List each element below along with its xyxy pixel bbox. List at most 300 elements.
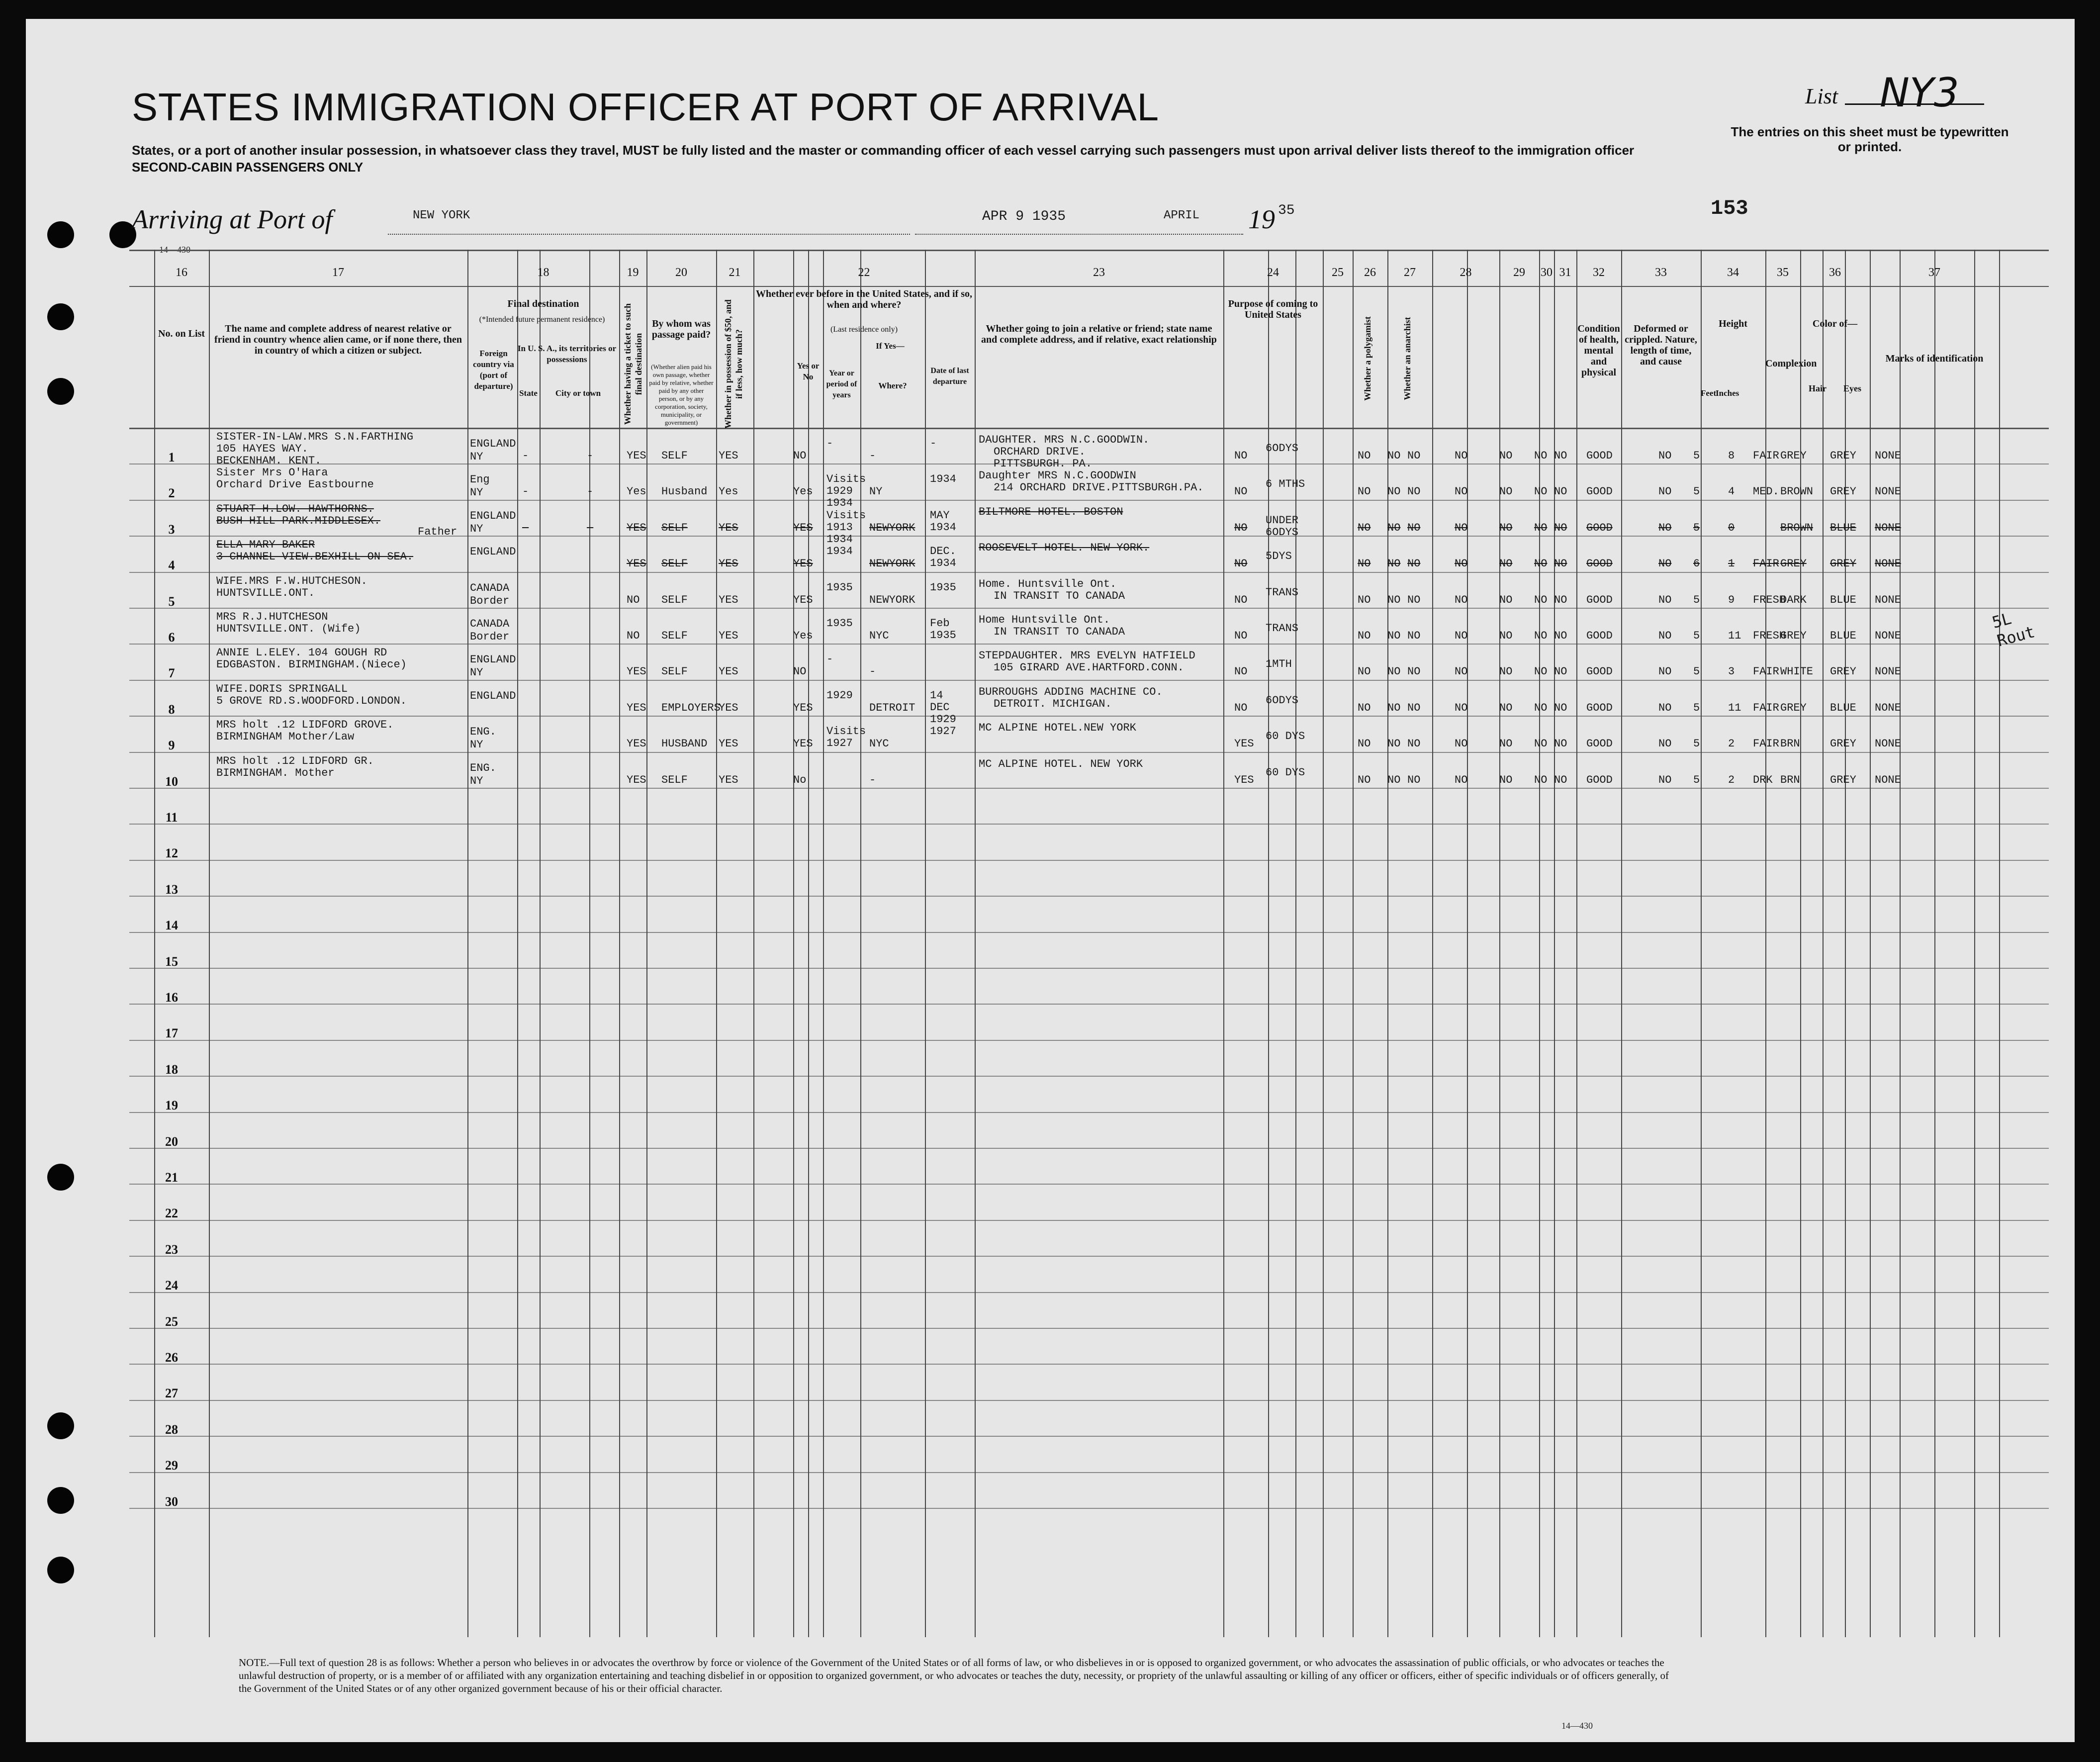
- year-suffix: 35: [1278, 203, 1295, 218]
- year-visited: 1935: [826, 617, 853, 630]
- complexion: FAIR: [1753, 701, 1779, 714]
- polygamist: NO: [1387, 738, 1401, 750]
- column-number: 22: [858, 266, 870, 279]
- where: NY: [869, 485, 883, 498]
- year-visited: 1929: [826, 689, 853, 702]
- ever-before: YES: [793, 593, 813, 606]
- height-inches: 2: [1728, 738, 1735, 750]
- q31: NO: [1554, 630, 1567, 642]
- health: GOOD: [1586, 485, 1613, 498]
- column-rule: [1323, 250, 1324, 1637]
- row-number: 8: [168, 702, 175, 717]
- relative-address: 5 GROVE RD.S.WOODFORD.LONDON.: [216, 694, 407, 707]
- relative-address: HUNTSVILLE.ONT.: [216, 586, 315, 599]
- deformed: NO: [1658, 593, 1672, 606]
- anarchist: NO: [1407, 738, 1421, 750]
- purpose: YES: [1234, 738, 1254, 750]
- has-fifty: YES: [719, 593, 738, 606]
- foreign-country: NY: [470, 739, 483, 751]
- row-rule: [129, 1256, 2049, 1257]
- last-departure: 14 DEC 1929: [930, 689, 956, 726]
- row-number: 27: [165, 1386, 178, 1401]
- q29: NO: [1499, 557, 1513, 570]
- joining-relative: MC ALPINE HOTEL. NEW YORK: [979, 757, 1143, 770]
- foreign-country: NY: [470, 666, 483, 679]
- paid-by: SELF: [661, 630, 688, 642]
- height-inches: 4: [1728, 485, 1735, 498]
- last-departure: Feb 1935: [930, 617, 956, 642]
- identification-marks: NONE: [1875, 665, 1901, 678]
- q31: NO: [1554, 593, 1567, 606]
- health: GOOD: [1586, 630, 1613, 642]
- column-heading: By whom was passage paid?: [651, 318, 711, 340]
- polygamist: NO: [1387, 557, 1401, 570]
- deformed: NO: [1658, 701, 1672, 714]
- height-feet: 5: [1693, 450, 1700, 462]
- height-feet: 5: [1693, 593, 1700, 606]
- year-visited: -: [826, 653, 833, 666]
- deformed: NO: [1658, 630, 1672, 642]
- complexion: DRK: [1753, 773, 1773, 786]
- purpose: NO: [1234, 521, 1248, 534]
- q29: NO: [1499, 450, 1513, 462]
- foreign-country: CANADA: [470, 618, 510, 630]
- q31: NO: [1554, 557, 1567, 570]
- column-number: 29: [1513, 266, 1525, 279]
- complexion: FAIR: [1753, 557, 1779, 570]
- intended-stay: UNDER 6ODYS: [1266, 514, 1299, 539]
- polygamist: NO: [1387, 773, 1401, 786]
- row-number: 18: [165, 1062, 178, 1077]
- column-rule: [925, 250, 926, 1637]
- foreign-country: NY: [470, 774, 483, 787]
- binder-hole: [47, 303, 74, 330]
- header-bottom-rule: [129, 428, 2049, 429]
- relative-address: Orchard Drive Eastbourne: [216, 478, 374, 491]
- joining-relative: IN TRANSIT TO CANADA: [994, 626, 1125, 638]
- row-number: 2: [168, 486, 175, 501]
- purpose: YES: [1234, 773, 1254, 786]
- foreign-country: NY: [470, 451, 483, 463]
- row-rule: [129, 1400, 2049, 1401]
- health: GOOD: [1586, 450, 1613, 462]
- q25: NO: [1358, 773, 1371, 786]
- purpose: NO: [1234, 485, 1248, 498]
- height-feet: 5: [1693, 485, 1700, 498]
- where: NEWYORK: [869, 593, 915, 606]
- height-feet: 6: [1693, 557, 1700, 570]
- row-number: 6: [168, 630, 175, 645]
- state: -: [522, 450, 529, 462]
- row-rule: [129, 1508, 2049, 1509]
- ticket: YES: [627, 521, 646, 534]
- ever-before: YES: [793, 738, 813, 750]
- q31: NO: [1554, 485, 1567, 498]
- has-fifty: YES: [719, 665, 738, 678]
- foreign-country: ENGLAND: [470, 438, 516, 450]
- row-rule: [129, 824, 2049, 825]
- row-number: 22: [165, 1206, 178, 1221]
- eye-color: GREY: [1830, 773, 1856, 786]
- eye-color: BLUE: [1830, 701, 1856, 714]
- eye-color: GREY: [1830, 450, 1856, 462]
- height-feet: 5: [1693, 665, 1700, 678]
- row-number: 16: [165, 990, 178, 1005]
- row-number: 20: [165, 1134, 178, 1149]
- list-underline: [1845, 103, 1984, 105]
- binder-hole: [47, 1164, 74, 1191]
- joining-relative: DETROIT. MICHIGAN.: [994, 697, 1112, 710]
- date-last-head: Date of last departure: [930, 367, 969, 386]
- last-departure: DEC. 1934: [930, 545, 956, 570]
- q28: NO: [1455, 665, 1468, 678]
- row-rule: [129, 1328, 2049, 1329]
- q30: NO: [1534, 773, 1548, 786]
- feet-head: Feet: [1701, 388, 1717, 398]
- row-rule: [129, 1076, 2049, 1077]
- row-rule: [129, 1292, 2049, 1293]
- column-rule: [1621, 250, 1622, 1637]
- column-number: 20: [675, 266, 687, 279]
- column-number: 21: [729, 266, 741, 279]
- joining-relative: DAUGHTER. MRS N.C.GOODWIN.: [979, 434, 1150, 446]
- column-number: 27: [1404, 266, 1416, 279]
- eye-color: GREY: [1830, 738, 1856, 750]
- year-visited: 1934: [826, 545, 853, 558]
- where-head: Where?: [878, 381, 907, 390]
- foreign-country: ENGLAND: [470, 689, 516, 702]
- column-rule: [1823, 250, 1824, 1637]
- q31: NO: [1554, 773, 1567, 786]
- last-departure: 1927: [930, 725, 956, 738]
- joining-relative: Home. Huntsville Ont.: [979, 577, 1117, 590]
- q25: NO: [1358, 521, 1371, 534]
- hair-head: Hair: [1809, 383, 1826, 393]
- row-number: 1: [168, 450, 175, 464]
- where: -: [869, 773, 876, 786]
- q30: NO: [1534, 450, 1548, 462]
- q29: NO: [1499, 701, 1513, 714]
- has-fifty: Yes: [719, 485, 738, 498]
- row-number: 3: [168, 522, 175, 537]
- row-number: 19: [165, 1098, 178, 1113]
- q29: NO: [1499, 665, 1513, 678]
- column-number: 35: [1777, 266, 1789, 279]
- q30: NO: [1534, 701, 1548, 714]
- state: -: [522, 485, 529, 498]
- foreign-country: Eng: [470, 473, 490, 486]
- ever-before: YES: [793, 521, 813, 534]
- row-rule: [129, 1472, 2049, 1473]
- row-rule: [129, 1184, 2049, 1185]
- ever-before: NO: [793, 450, 807, 462]
- row-rule: [129, 1040, 2049, 1041]
- column-heading-rotated: Whether in possession of $50, and if less, how much?: [723, 299, 744, 429]
- q31: NO: [1554, 450, 1567, 462]
- ticket: NO: [627, 630, 640, 642]
- complexion: FAIR: [1753, 450, 1779, 462]
- has-fifty: YES: [719, 738, 738, 750]
- foreign-country: Border: [470, 631, 510, 643]
- ticket: YES: [627, 701, 646, 714]
- relative-address: HUNTSVILLE.ONT. (Wife): [216, 623, 361, 635]
- joining-relative: ORCHARD DRIVE.: [994, 446, 1086, 458]
- row-number: 13: [165, 882, 178, 897]
- paid-by: SELF: [661, 450, 688, 462]
- state-head: State: [519, 388, 538, 398]
- height-inches: 1: [1728, 557, 1735, 570]
- identification-marks: NONE: [1875, 773, 1901, 786]
- deformed: NO: [1658, 773, 1672, 786]
- last-departure: 1934: [930, 473, 956, 486]
- relative-address: BUSH HILL PARK.MIDDLESEX.: [216, 514, 381, 527]
- q28: NO: [1455, 738, 1468, 750]
- list-number: NY3: [1880, 70, 1959, 116]
- q28: NO: [1455, 485, 1468, 498]
- q29: NO: [1499, 630, 1513, 642]
- paid-by: Husband: [661, 485, 708, 498]
- column-rule: [517, 250, 518, 1637]
- height-feet: 5: [1693, 701, 1700, 714]
- has-fifty: YES: [719, 701, 738, 714]
- q28: NO: [1455, 593, 1468, 606]
- row-rule: [129, 1364, 2049, 1365]
- eye-color: BLUE: [1830, 630, 1856, 642]
- relative-address: Sister Mrs O'Hara: [216, 466, 328, 479]
- year-visited: Visits 1913 1934: [826, 509, 866, 546]
- row-number: 30: [165, 1494, 178, 1509]
- q31: NO: [1554, 665, 1567, 678]
- row-rule: [129, 968, 2049, 969]
- year-visited: Visits 1929 1934: [826, 473, 866, 510]
- complexion: FRESH: [1753, 593, 1786, 606]
- column-heading: Complexion: [1765, 358, 1817, 369]
- last-departure: -: [930, 437, 937, 450]
- q30: NO: [1534, 630, 1548, 642]
- form-number-bottom: 14—430: [1561, 1721, 1593, 1731]
- q30: NO: [1534, 557, 1548, 570]
- column-heading-rotated: Whether an anarchist: [1402, 317, 1412, 400]
- column-rule: [1999, 250, 2000, 1637]
- q25: NO: [1358, 593, 1371, 606]
- relative-address: ANNIE L.ELEY. 104 GOUGH RD: [216, 647, 387, 659]
- ever-before: No: [793, 773, 807, 786]
- hair-color: GREY: [1780, 630, 1807, 642]
- row-number: 26: [165, 1350, 178, 1365]
- intended-stay: 60 DYS: [1266, 730, 1305, 743]
- column-rule: [860, 250, 861, 1637]
- height-inches: 9: [1728, 593, 1735, 606]
- relative-address: 105 HAYES WAY.: [216, 443, 308, 455]
- arrival-stamp-date: APR 9 1935: [982, 209, 1066, 224]
- identification-marks: NONE: [1875, 521, 1901, 534]
- ever-before: NO: [793, 665, 807, 678]
- polygamist: NO: [1387, 521, 1401, 534]
- row-number: 25: [165, 1314, 178, 1329]
- column-rule: [753, 250, 754, 1637]
- state: -: [522, 521, 529, 534]
- column-rule: [1974, 250, 1975, 1637]
- relative-address: 3 CHANNEL VIEW.BEXHILL-ON-SEA.: [216, 551, 414, 563]
- row-rule: [129, 860, 2049, 861]
- row-number: 15: [165, 954, 178, 969]
- final-destination-note: (*Intended future permanent residence): [479, 315, 605, 324]
- last-departure: MAY 1934: [930, 509, 956, 534]
- eye-color: BLUE: [1830, 521, 1856, 534]
- polygamist: NO: [1387, 701, 1401, 714]
- deformed: NO: [1658, 738, 1672, 750]
- purpose: NO: [1234, 557, 1248, 570]
- column-number: 36: [1829, 266, 1841, 279]
- identification-marks: NONE: [1875, 557, 1901, 570]
- row-number: 28: [165, 1422, 178, 1437]
- intended-stay: 6 MTHS: [1266, 478, 1305, 491]
- purpose: NO: [1234, 701, 1248, 714]
- column-rule: [1934, 250, 1935, 1637]
- arriving-label: Arriving at Port of: [132, 204, 333, 234]
- q25: NO: [1358, 701, 1371, 714]
- q28: NO: [1455, 557, 1468, 570]
- anarchist: NO: [1407, 630, 1421, 642]
- row-number: 29: [165, 1458, 178, 1473]
- foreign-country: ENGLAND: [470, 653, 516, 666]
- column-rule: [716, 250, 717, 1637]
- column-number: 30: [1541, 266, 1552, 279]
- identification-marks: NONE: [1875, 738, 1901, 750]
- relative-extra: Father: [418, 525, 457, 538]
- joining-relative: MC ALPINE HOTEL.NEW YORK: [979, 722, 1136, 735]
- complexion: MED.: [1753, 485, 1779, 498]
- column-number: 23: [1093, 266, 1105, 279]
- identification-marks: NONE: [1875, 450, 1901, 462]
- q30: NO: [1534, 738, 1548, 750]
- column-rule: [1701, 250, 1702, 1637]
- health: GOOD: [1586, 557, 1613, 570]
- row-rule: [129, 932, 2049, 933]
- anarchist: NO: [1407, 521, 1421, 534]
- intended-stay: 6ODYS: [1266, 442, 1299, 455]
- column-rule: [646, 250, 647, 1637]
- date-underline: [915, 234, 1243, 235]
- row-number: 24: [165, 1278, 178, 1293]
- foreign-country: NY: [470, 486, 483, 499]
- height-inches: 11: [1728, 701, 1741, 714]
- anarchist: NO: [1407, 701, 1421, 714]
- anarchist: NO: [1407, 773, 1421, 786]
- eyes-head: Eyes: [1843, 383, 1861, 393]
- ticket: YES: [627, 665, 646, 678]
- relative-address: WIFE.DORIS SPRINGALL: [216, 682, 348, 695]
- relative-address: MRS holt .12 LIDFORD GROVE.: [216, 719, 394, 732]
- paid-note: (Whether alien paid his own passage, whether paid by relative, whether paid by any other person, or by any corporation, society, municipality, or government): [649, 363, 714, 426]
- hair-color: BRN: [1780, 773, 1800, 786]
- city: -: [587, 521, 594, 534]
- anarchist: NO: [1407, 450, 1421, 462]
- column-rule: [975, 250, 976, 1637]
- year-period-head: Year or period of years: [826, 369, 857, 399]
- relative-address: BECKENHAM. KENT.: [216, 455, 322, 467]
- relative-address: BIRMINGHAM. Mother: [216, 766, 335, 779]
- ticket: YES: [627, 773, 646, 786]
- deformed: NO: [1658, 450, 1672, 462]
- joining-relative: Daughter MRS N.C.GOODWIN: [979, 469, 1136, 482]
- anarchist: NO: [1407, 557, 1421, 570]
- column-heading-rotated: Whether having a ticket to such final destination: [623, 303, 643, 425]
- q28: NO: [1455, 773, 1468, 786]
- q29: NO: [1499, 773, 1513, 786]
- ticket: YES: [627, 557, 646, 570]
- hair-color: GREY: [1780, 701, 1807, 714]
- health: GOOD: [1586, 665, 1613, 678]
- paid-by: SELF: [661, 593, 688, 606]
- last-departure: 1935: [930, 581, 956, 594]
- joining-relative: 214 ORCHARD DRIVE.PITTSBURGH.PA.: [994, 481, 1204, 494]
- port-value: NEW YORK: [413, 209, 470, 222]
- anarchist: NO: [1407, 593, 1421, 606]
- purpose: NO: [1234, 630, 1248, 642]
- ever-before: YES: [793, 701, 813, 714]
- binder-hole: [47, 1487, 74, 1514]
- city-head: City or town: [555, 388, 601, 398]
- row-number: 23: [165, 1242, 178, 1257]
- column-rule: [619, 250, 620, 1637]
- health: GOOD: [1586, 738, 1613, 750]
- column-heading: Purpose of coming to United States: [1228, 298, 1318, 320]
- row-rule: [129, 500, 2049, 501]
- row-number: 5: [168, 594, 175, 609]
- q28: NO: [1455, 521, 1468, 534]
- row-number: 17: [165, 1026, 178, 1041]
- hair-color: DARK: [1780, 593, 1807, 606]
- purpose: NO: [1234, 593, 1248, 606]
- binder-hole: [47, 378, 74, 405]
- column-number: 16: [176, 266, 187, 279]
- has-fifty: YES: [719, 450, 738, 462]
- hair-color: GREY: [1780, 450, 1807, 462]
- in-usa-head: In U. S. A., its territories or possessions: [517, 344, 617, 364]
- ever-before: Yes: [793, 485, 813, 498]
- where: DETROIT: [869, 701, 915, 714]
- column-rule: [808, 250, 809, 1637]
- if-yes-head: If Yes—: [876, 341, 905, 351]
- column-rule: [1295, 250, 1296, 1637]
- health: GOOD: [1586, 521, 1613, 534]
- deformed: NO: [1658, 485, 1672, 498]
- row-rule: [129, 536, 2049, 537]
- q31: NO: [1554, 701, 1567, 714]
- row-number: 10: [165, 774, 178, 789]
- where: -: [869, 665, 876, 678]
- column-heading: Condition of health, mental and physical: [1577, 323, 1620, 378]
- eye-color: GREY: [1830, 665, 1856, 678]
- paid-by: SELF: [661, 773, 688, 786]
- column-heading: Whether going to join a relative or friend; state name and complete address, and if relative, exact relationship: [981, 323, 1217, 345]
- column-heading: Whether ever before in the United States, and if so, when and where?: [756, 288, 972, 310]
- q28: NO: [1455, 630, 1468, 642]
- joining-relative: 105 GIRARD AVE.HARTFORD.CONN.: [994, 661, 1184, 674]
- paid-by: SELF: [661, 557, 688, 570]
- polygamist: NO: [1387, 665, 1401, 678]
- eye-color: BLUE: [1830, 593, 1856, 606]
- joining-relative: ROOSEVELT HOTEL. NEW YORK.: [979, 542, 1150, 555]
- row-number: 11: [165, 810, 178, 825]
- q25: NO: [1358, 557, 1371, 570]
- column-rule: [1223, 250, 1224, 1637]
- joining-relative: BILTMORE HOTEL. BOSTON: [979, 505, 1123, 518]
- row-rule: [129, 1148, 2049, 1149]
- purpose: NO: [1234, 450, 1248, 462]
- column-rule: [467, 250, 468, 1637]
